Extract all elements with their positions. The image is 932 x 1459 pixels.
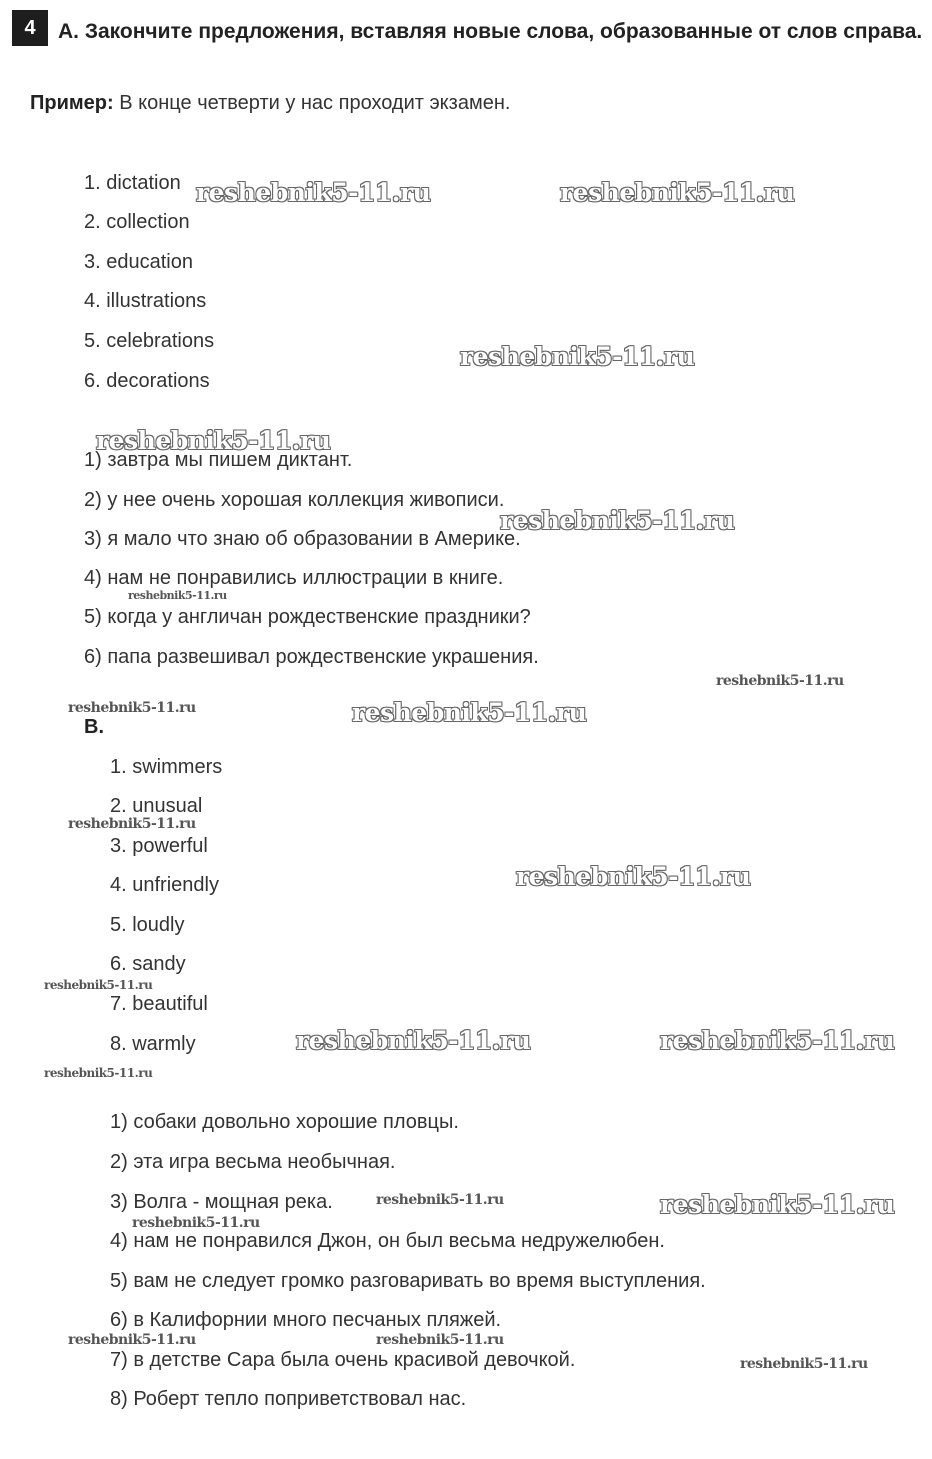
partA-word-5: 5. celebrations — [84, 330, 215, 352]
watermark: reshebnik5-11.ru — [44, 978, 153, 992]
partB-sentence-6: 6) в Калифорнии много песчаных пляжей. — [110, 1309, 502, 1331]
example-text: В конце четверти у нас проходит экзамен. — [113, 92, 511, 114]
partB-label: B. — [84, 716, 104, 738]
partA-word-4: 4. illustrations — [84, 290, 207, 312]
partA-word-6: 6. decorations — [84, 370, 210, 392]
partB-sentence-2: 2) эта игра весьма необычная. — [110, 1151, 396, 1173]
partA-sentence-4: 4) нам не понравились иллюстрации в книге. — [84, 567, 504, 589]
partB-word-2: 2. unusual — [110, 795, 203, 817]
watermark: reshebnik5-11.ru — [296, 1026, 531, 1055]
partB-word-5: 5. loudly — [110, 914, 185, 936]
watermark: reshebnik5-11.ru — [132, 1215, 260, 1231]
partA-word-3: 3. education — [84, 251, 193, 273]
partA-sentence-6: 6) папа развешивал рождественские украшения. — [84, 646, 539, 668]
partB-word-1: 1. swimmers — [110, 756, 223, 778]
partB-word-3: 3. powerful — [110, 835, 208, 857]
partB-sentence-8: 8) Роберт тепло поприветствовал нас. — [110, 1388, 467, 1410]
partA-sentence-5: 5) когда у англичан рождественские праздники? — [84, 606, 531, 628]
watermark: reshebnik5-11.ru — [44, 1066, 153, 1080]
watermark: reshebnik5-11.ru — [660, 1190, 895, 1219]
partA-sentence-2: 2) у нее очень хорошая коллекция живописи. — [84, 489, 505, 511]
watermark: reshebnik5-11.ru — [376, 1332, 504, 1348]
partA-word-2: 2. collection — [84, 211, 190, 233]
watermark: reshebnik5-11.ru — [460, 342, 695, 371]
task-title: A. Закончите предложения, вставляя новые слова, образованные от слов справа. — [58, 20, 923, 43]
partB-sentence-7: 7) в детстве Сара была очень красивой девочкой. — [110, 1349, 576, 1371]
partB-sentence-1: 1) собаки довольно хорошие пловцы. — [110, 1111, 459, 1133]
partB-sentence-3: 3) Волга - мощная река. — [110, 1191, 333, 1213]
watermark: reshebnik5-11.ru — [196, 178, 431, 207]
partA-sentence-3: 3) я мало что знаю об образовании в Америке. — [84, 528, 521, 550]
watermark: reshebnik5-11.ru — [716, 673, 844, 689]
watermark: reshebnik5-11.ru — [376, 1192, 504, 1208]
watermark: reshebnik5-11.ru — [68, 700, 196, 716]
task-number-badge: 4 — [12, 10, 48, 46]
watermark: reshebnik5-11.ru — [128, 589, 227, 602]
watermark: reshebnik5-11.ru — [516, 862, 751, 891]
watermark: reshebnik5-11.ru — [68, 1332, 196, 1348]
example-line — [30, 92, 510, 115]
partB-word-4: 4. unfriendly — [110, 874, 219, 896]
partB-sentence-4: 4) нам не понравился Джон, он был весьма недружелюбен. — [110, 1230, 665, 1252]
watermark: reshebnik5-11.ru — [660, 1026, 895, 1055]
watermark: reshebnik5-11.ru — [500, 506, 735, 535]
example-label: Пример: — [30, 92, 114, 114]
watermark: reshebnik5-11.ru — [740, 1356, 868, 1372]
watermark: reshebnik5-11.ru — [96, 426, 331, 455]
watermark: reshebnik5-11.ru — [352, 698, 587, 727]
partB-word-6: 6. sandy — [110, 953, 186, 975]
partB-word-8: 8. warmly — [110, 1033, 196, 1055]
partA-sentence-1: 1) завтра мы пишем диктант. — [84, 449, 353, 471]
watermark: reshebnik5-11.ru — [68, 816, 196, 832]
partB-sentence-5: 5) вам не следует громко разговаривать во время выступления. — [110, 1270, 706, 1292]
partB-word-7: 7. beautiful — [110, 993, 208, 1015]
partA-word-1: 1. dictation — [84, 172, 181, 194]
watermark: reshebnik5-11.ru — [560, 178, 795, 207]
